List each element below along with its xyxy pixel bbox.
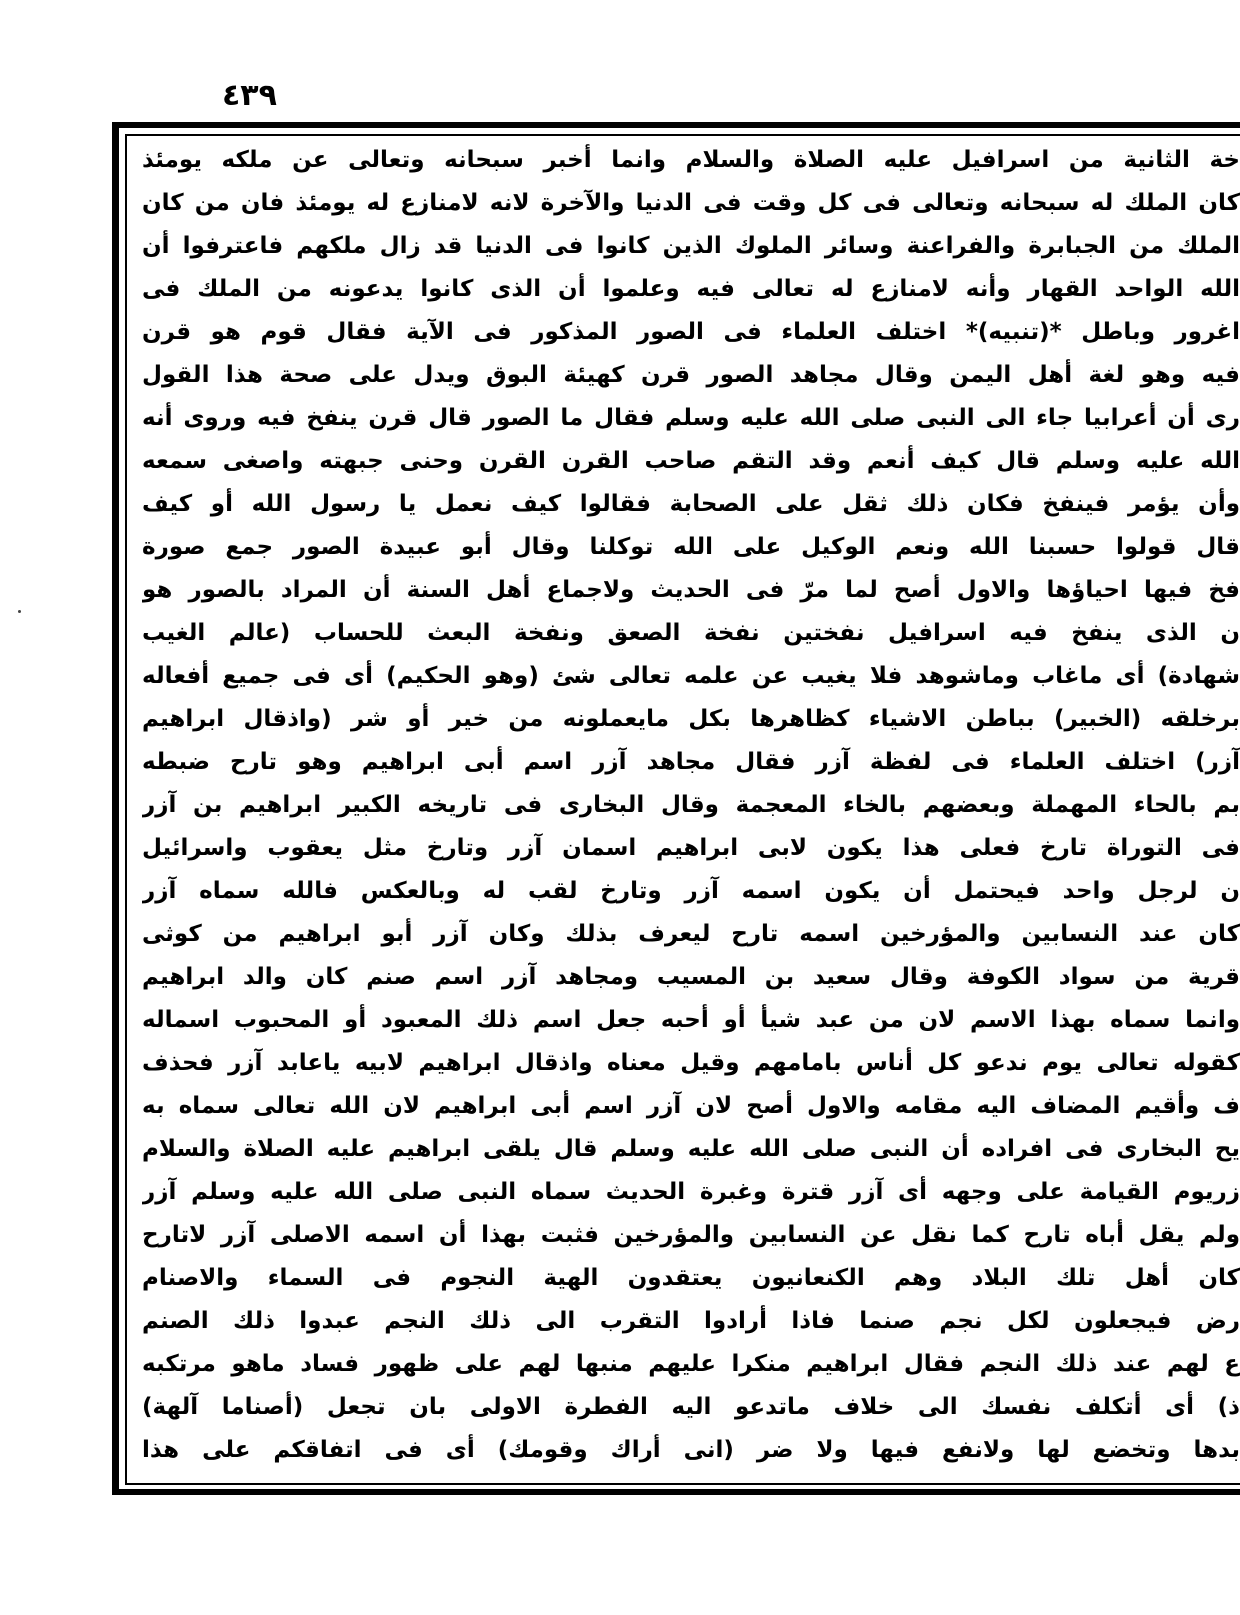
- text-line: ف وأقيم المضاف اليه مقامه والاول أصح لان آزر اسم أبى ابراهيم لان الله تعالى سماه به: [142, 1093, 1240, 1119]
- text-line: كان عند النسابين والمؤرخين اسمه تارح ليعرف بذلك وكان آزر أبو ابراهيم من كوثى: [142, 921, 1240, 947]
- frame-top-rule: [112, 122, 1240, 128]
- text-line: فيه وهو لغة أهل اليمن وقال مجاهد الصور قرن كهيئة البوق ويدل على صحة هذا القول: [142, 362, 1240, 388]
- text-line: شهادة) أى ماغاب وماشوهد فلا يغيب عن علمه تعالى شئ (وهو الحكيم) أى فى جميع أفعاله: [142, 663, 1240, 689]
- text-line: اغرور وباطل *(تنبيه)* اختلف العلماء فى الصور المذكور فى الآية فقال قوم هو قرن: [142, 319, 1240, 345]
- frame-bottom-rule: [112, 1489, 1240, 1495]
- frame-left-rule: [112, 122, 119, 1495]
- text-line: قال قولوا حسبنا الله ونعم الوكيل على الله توكلنا وقال أبو عبيدة الصور جمع صورة: [142, 534, 1240, 560]
- text-line: آزر) اختلف العلماء فى لفظة آزر فقال مجاهد آزر اسم أبى ابراهيم وهو تارح ضبطه: [142, 749, 1240, 775]
- page-number: ٤٣٩: [222, 78, 277, 113]
- scan-speck: [18, 610, 21, 613]
- text-line: برخلقه (الخبير) بباطن الاشياء كظاهرها بكل مايعملونه من خير أو شر (واذقال ابراهيم: [142, 706, 1240, 732]
- text-line: يح البخارى فى افراده أن النبى صلى الله عليه وسلم قال يلقى ابراهيم عليه الصلاة والسلام: [142, 1136, 1240, 1162]
- text-line: رض فيجعلون لكل نجم صنما فاذا أرادوا التقرب الى ذلك النجم عبدوا ذلك الصنم: [142, 1308, 1240, 1334]
- text-line: قرية من سواد الكوفة وقال سعيد بن المسيب ومجاهد آزر اسم صنم كان والد ابراهيم: [142, 964, 1240, 990]
- text-line: ولم يقل أباه تارح كما نقل عن النسابين والمؤرخين فثبت بهذا أن اسمه الاصلى آزر لاتارح: [142, 1222, 1240, 1248]
- text-line: ن لرجل واحد فيحتمل أن يكون اسمه آزر وتارخ لقب له وبالعكس فالله سماه آزر: [142, 878, 1240, 904]
- text-line: كان أهل تلك البلاد وهم الكنعانيون يعتقدون الهية النجوم فى السماء والاصنام: [142, 1265, 1240, 1291]
- text-line: كان الملك له سبحانه وتعالى فى كل وقت فى الدنيا والآخرة لانه لامنازع له يومئذ فان من كان: [142, 190, 1240, 216]
- text-line: وانما سماه بهذا الاسم لان من عبد شيأ أو أحبه جعل اسم ذلك المعبود أو المحبوب اسماله: [142, 1007, 1240, 1033]
- text-line: الله الواحد القهار وأنه لامنازع له تعالى فيه وعلموا أن الذى كانوا يدعونه من الملك فى: [142, 276, 1240, 302]
- text-line: وأن يؤمر فينفخ فكان ذلك ثقل على الصحابة فقالوا كيف نعمل يا رسول الله أو كيف: [142, 491, 1240, 517]
- text-line: ع لهم عند ذلك النجم فقال ابراهيم منكرا عليهم منبها لهم على ظهور فساد ماهو مرتكبه: [142, 1351, 1240, 1377]
- text-line: فخ فيها احياؤها والاول أصح لما مرّ فى الحديث ولاجماع أهل السنة أن المراد بالصور هو: [142, 577, 1240, 603]
- text-line: خة الثانية من اسرافيل عليه الصلاة والسلام وانما أخبر سبحانه وتعالى عن ملكه يومئذ: [142, 147, 1240, 173]
- text-line: كقوله تعالى يوم ندعو كل أناس بامامهم وقيل معناه واذقال ابراهيم لابيه ياعابد آزر فحذف: [142, 1050, 1240, 1076]
- text-line: ذ) أى أتكلف نفسك الى خلاف ماتدعو اليه الفطرة الاولى بان تجعل (أصناما آلهة): [142, 1394, 1240, 1420]
- text-line: الملك من الجبابرة والفراعنة وسائر الملوك الذين كانوا فى الدنيا قد زال ملكهم فاعترفوا أن: [142, 233, 1240, 259]
- body-text: [142, 140, 1240, 1480]
- text-line: بدها وتخضع لها ولانفع فيها ولا ضر (انى أراك وقومك) أى فى اتفاقكم على هذا: [142, 1437, 1240, 1463]
- text-line: زريوم القيامة على وجهه أى آزر قترة وغبرة الحديث سماه النبى صلى الله عليه وسلم آزر: [142, 1179, 1240, 1205]
- text-line: فى التوراة تارخ فعلى هذا يكون لابى ابراهيم اسمان آزر وتارخ مثل يعقوب واسرائيل: [142, 835, 1240, 861]
- text-line: بم بالحاء المهملة وبعضهم بالخاء المعجمة وقال البخارى فى تاريخه الكبير ابراهيم بن آزر: [142, 792, 1240, 818]
- text-line: الله عليه وسلم قال كيف أنعم وقد التقم صاحب القرن القرن وحنى جبهته واصغى سمعه: [142, 448, 1240, 474]
- text-line: رى أن أعرابيا جاء الى النبى صلى الله عليه وسلم فقال ما الصور قال قرن ينفخ فيه وروى أنه: [142, 405, 1240, 431]
- frame-bottom-inner-rule: [125, 1483, 1240, 1485]
- text-line: ن الذى ينفخ فيه اسرافيل نفختين نفخة الصعق ونفخة البعث للحساب (عالم الغيب: [142, 620, 1240, 646]
- frame-left-inner-rule: [125, 134, 127, 1485]
- frame-top-inner-rule: [126, 134, 1240, 136]
